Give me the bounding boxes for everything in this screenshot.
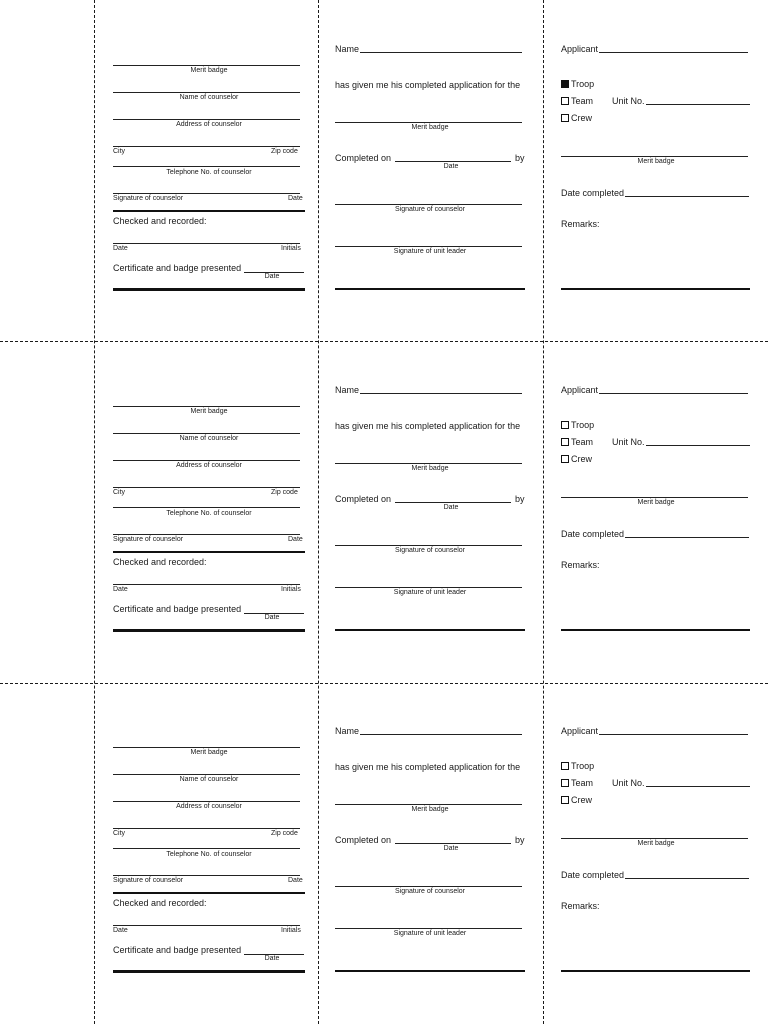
counselor-divider [113, 210, 305, 212]
team-option[interactable] [561, 778, 593, 789]
team-checkbox[interactable] [561, 97, 569, 105]
unit-no-label: Unit No. [612, 778, 645, 788]
troop-label: Troop [571, 79, 595, 89]
name-line[interactable] [360, 734, 522, 735]
name-line[interactable] [360, 52, 522, 53]
unit-leader-signature-line[interactable] [335, 587, 522, 588]
city-caption: City [113, 489, 126, 496]
troop-checkbox[interactable] [561, 421, 569, 429]
recorded-date-line[interactable] [113, 925, 300, 926]
crew-checkbox[interactable] [561, 455, 569, 463]
checked-and-recorded-label: Checked and recorded: [113, 216, 207, 226]
certificate-presented-label: Certificate and badge presented [113, 604, 242, 614]
application-counselor-signature-line[interactable] [335, 204, 522, 205]
application-merit-badge-caption: Merit badge [411, 124, 449, 131]
completed-on-line[interactable] [395, 843, 511, 844]
troop-option[interactable] [561, 761, 594, 772]
team-option[interactable] [561, 437, 593, 448]
counselor-signature-line[interactable] [113, 193, 300, 194]
troop-option[interactable] [561, 79, 594, 90]
telephone-caption: Telephone No. of counselor [166, 851, 252, 858]
application-counselor-signature-caption: Signature of counselor [394, 547, 466, 554]
certificate-date-caption: Date [264, 614, 280, 621]
counselor-name-caption: Name of counselor [179, 776, 239, 783]
name-label: Name [335, 44, 360, 54]
team-label: Team [571, 96, 594, 106]
application-counselor-signature-caption: Signature of counselor [394, 888, 466, 895]
counselor-address-line[interactable] [113, 460, 300, 461]
telephone-line[interactable] [113, 166, 300, 167]
telephone-caption: Telephone No. of counselor [166, 169, 252, 176]
applicant-bottom-rule [561, 970, 750, 972]
application-merit-badge-caption: Merit badge [411, 465, 449, 472]
date-completed-line[interactable] [625, 537, 749, 538]
completed-on-date-caption: Date [443, 845, 459, 852]
team-label: Team [571, 437, 594, 447]
slip-row [0, 682, 768, 1023]
unit-no-label: Unit No. [612, 96, 645, 106]
crew-checkbox[interactable] [561, 796, 569, 804]
applicant-merit-badge-caption: Merit badge [637, 840, 675, 847]
recorded-date-caption: Date [113, 927, 128, 934]
date-completed-line[interactable] [625, 196, 749, 197]
troop-label: Troop [571, 761, 595, 771]
recorded-date-caption: Date [113, 586, 128, 593]
counselor-bottom-rule [113, 288, 305, 291]
troop-checkbox[interactable] [561, 80, 569, 88]
application-merit-badge-line[interactable] [335, 463, 522, 464]
counselor-divider [113, 551, 305, 553]
city-zip-line[interactable] [113, 487, 300, 488]
applicant-line[interactable] [599, 734, 748, 735]
unit-no-line[interactable] [646, 104, 750, 105]
crew-option[interactable] [561, 795, 592, 806]
merit-badge-caption: Merit badge [190, 408, 228, 415]
name-label: Name [335, 385, 360, 395]
zip-code-caption: Zip code [271, 830, 298, 837]
application-counselor-signature-line[interactable] [335, 886, 522, 887]
applicant-bottom-rule [561, 629, 750, 631]
date-completed-label: Date completed [561, 529, 625, 539]
applicant-merit-badge-line[interactable] [561, 156, 748, 157]
application-bottom-rule [335, 288, 525, 290]
application-merit-badge-line[interactable] [335, 804, 522, 805]
counselor-address-caption: Address of counselor [176, 462, 242, 469]
initials-caption: Initials [281, 927, 301, 934]
counselor-address-line[interactable] [113, 119, 300, 120]
counselor-signature-caption: Signature of counselor [113, 195, 184, 202]
counselor-address-caption: Address of counselor [176, 121, 242, 128]
application-statement: has given me his completed application for the [335, 762, 521, 772]
applicant-line[interactable] [599, 393, 748, 394]
name-label: Name [335, 726, 360, 736]
certificate-presented-label: Certificate and badge presented [113, 263, 242, 273]
completed-on-label: Completed on [335, 835, 392, 845]
city-zip-line[interactable] [113, 146, 300, 147]
name-line[interactable] [360, 393, 522, 394]
counselor-bottom-rule [113, 970, 305, 973]
merit-badge-line[interactable] [113, 65, 300, 66]
counselor-name-line[interactable] [113, 92, 300, 93]
counselor-signature-line[interactable] [113, 875, 300, 876]
merit-badge-caption: Merit badge [190, 749, 228, 756]
city-caption: City [113, 148, 126, 155]
checked-and-recorded-label: Checked and recorded: [113, 898, 207, 908]
certificate-date-caption: Date [264, 273, 280, 280]
applicant-label: Applicant [561, 44, 599, 54]
application-bottom-rule [335, 629, 525, 631]
completed-on-line[interactable] [395, 502, 511, 503]
applicant-merit-badge-line[interactable] [561, 838, 748, 839]
counselor-bottom-rule [113, 629, 305, 632]
crew-label: Crew [571, 454, 593, 464]
counselor-name-line[interactable] [113, 774, 300, 775]
unit-leader-signature-line[interactable] [335, 928, 522, 929]
merit-badge-caption: Merit badge [190, 67, 228, 74]
counselor-name-caption: Name of counselor [179, 435, 239, 442]
zip-code-caption: Zip code [271, 489, 298, 496]
applicant-label: Applicant [561, 385, 599, 395]
recorded-date-line[interactable] [113, 584, 300, 585]
checked-and-recorded-label: Checked and recorded: [113, 557, 207, 567]
crew-label: Crew [571, 113, 593, 123]
counselor-signature-line[interactable] [113, 534, 300, 535]
counselor-signature-caption: Signature of counselor [113, 536, 184, 543]
completed-on-date-caption: Date [443, 163, 459, 170]
counselor-signature-caption: Signature of counselor [113, 877, 184, 884]
city-zip-line[interactable] [113, 828, 300, 829]
troop-label: Troop [571, 420, 595, 430]
telephone-line[interactable] [113, 507, 300, 508]
team-option[interactable] [561, 96, 593, 107]
counselor-date-caption: Date [288, 877, 303, 884]
applicant-label: Applicant [561, 726, 599, 736]
date-completed-label: Date completed [561, 188, 625, 198]
certificate-date-caption: Date [264, 955, 280, 962]
application-merit-badge-caption: Merit badge [411, 806, 449, 813]
team-checkbox[interactable] [561, 779, 569, 787]
unit-no-label: Unit No. [612, 437, 645, 447]
crew-option[interactable] [561, 113, 592, 124]
applicant-merit-badge-line[interactable] [561, 497, 748, 498]
telephone-line[interactable] [113, 848, 300, 849]
crew-label: Crew [571, 795, 593, 805]
date-completed-label: Date completed [561, 870, 625, 880]
city-caption: City [113, 830, 126, 837]
unit-no-line[interactable] [646, 786, 750, 787]
slip-row [0, 341, 768, 682]
application-statement: has given me his completed application for the [335, 421, 521, 431]
zip-code-caption: Zip code [271, 148, 298, 155]
applicant-line[interactable] [599, 52, 748, 53]
merit-badge-line[interactable] [113, 747, 300, 748]
recorded-date-caption: Date [113, 245, 128, 252]
applicant-bottom-rule [561, 288, 750, 290]
unit-no-line[interactable] [646, 445, 750, 446]
initials-caption: Initials [281, 586, 301, 593]
counselor-address-caption: Address of counselor [176, 803, 242, 810]
application-statement: has given me his completed application for the [335, 80, 521, 90]
remarks-label: Remarks: [561, 901, 600, 911]
completed-on-date-caption: Date [443, 504, 459, 511]
by-label: by [515, 153, 525, 163]
initials-caption: Initials [281, 245, 301, 252]
counselor-name-line[interactable] [113, 433, 300, 434]
merit-badge-line[interactable] [113, 406, 300, 407]
remarks-label: Remarks: [561, 560, 600, 570]
certificate-presented-label: Certificate and badge presented [113, 945, 242, 955]
by-label: by [515, 494, 525, 504]
unit-leader-signature-caption: Signature of unit leader [393, 248, 467, 255]
telephone-caption: Telephone No. of counselor [166, 510, 252, 517]
counselor-address-line[interactable] [113, 801, 300, 802]
completed-on-line[interactable] [395, 161, 511, 162]
team-label: Team [571, 778, 594, 788]
by-label: by [515, 835, 525, 845]
application-bottom-rule [335, 970, 525, 972]
recorded-date-line[interactable] [113, 243, 300, 244]
applicant-merit-badge-caption: Merit badge [637, 499, 675, 506]
slip-row [0, 0, 768, 341]
completed-on-label: Completed on [335, 153, 392, 163]
counselor-date-caption: Date [288, 536, 303, 543]
counselor-divider [113, 892, 305, 894]
completed-on-label: Completed on [335, 494, 392, 504]
remarks-label: Remarks: [561, 219, 600, 229]
application-counselor-signature-line[interactable] [335, 545, 522, 546]
team-checkbox[interactable] [561, 438, 569, 446]
unit-leader-signature-caption: Signature of unit leader [393, 930, 467, 937]
applicant-merit-badge-caption: Merit badge [637, 158, 675, 165]
date-completed-line[interactable] [625, 878, 749, 879]
counselor-date-caption: Date [288, 195, 303, 202]
troop-option[interactable] [561, 420, 594, 431]
unit-leader-signature-caption: Signature of unit leader [393, 589, 467, 596]
crew-checkbox[interactable] [561, 114, 569, 122]
application-counselor-signature-caption: Signature of counselor [394, 206, 466, 213]
unit-leader-signature-line[interactable] [335, 246, 522, 247]
application-merit-badge-line[interactable] [335, 122, 522, 123]
counselor-name-caption: Name of counselor [179, 94, 239, 101]
crew-option[interactable] [561, 454, 592, 465]
troop-checkbox[interactable] [561, 762, 569, 770]
